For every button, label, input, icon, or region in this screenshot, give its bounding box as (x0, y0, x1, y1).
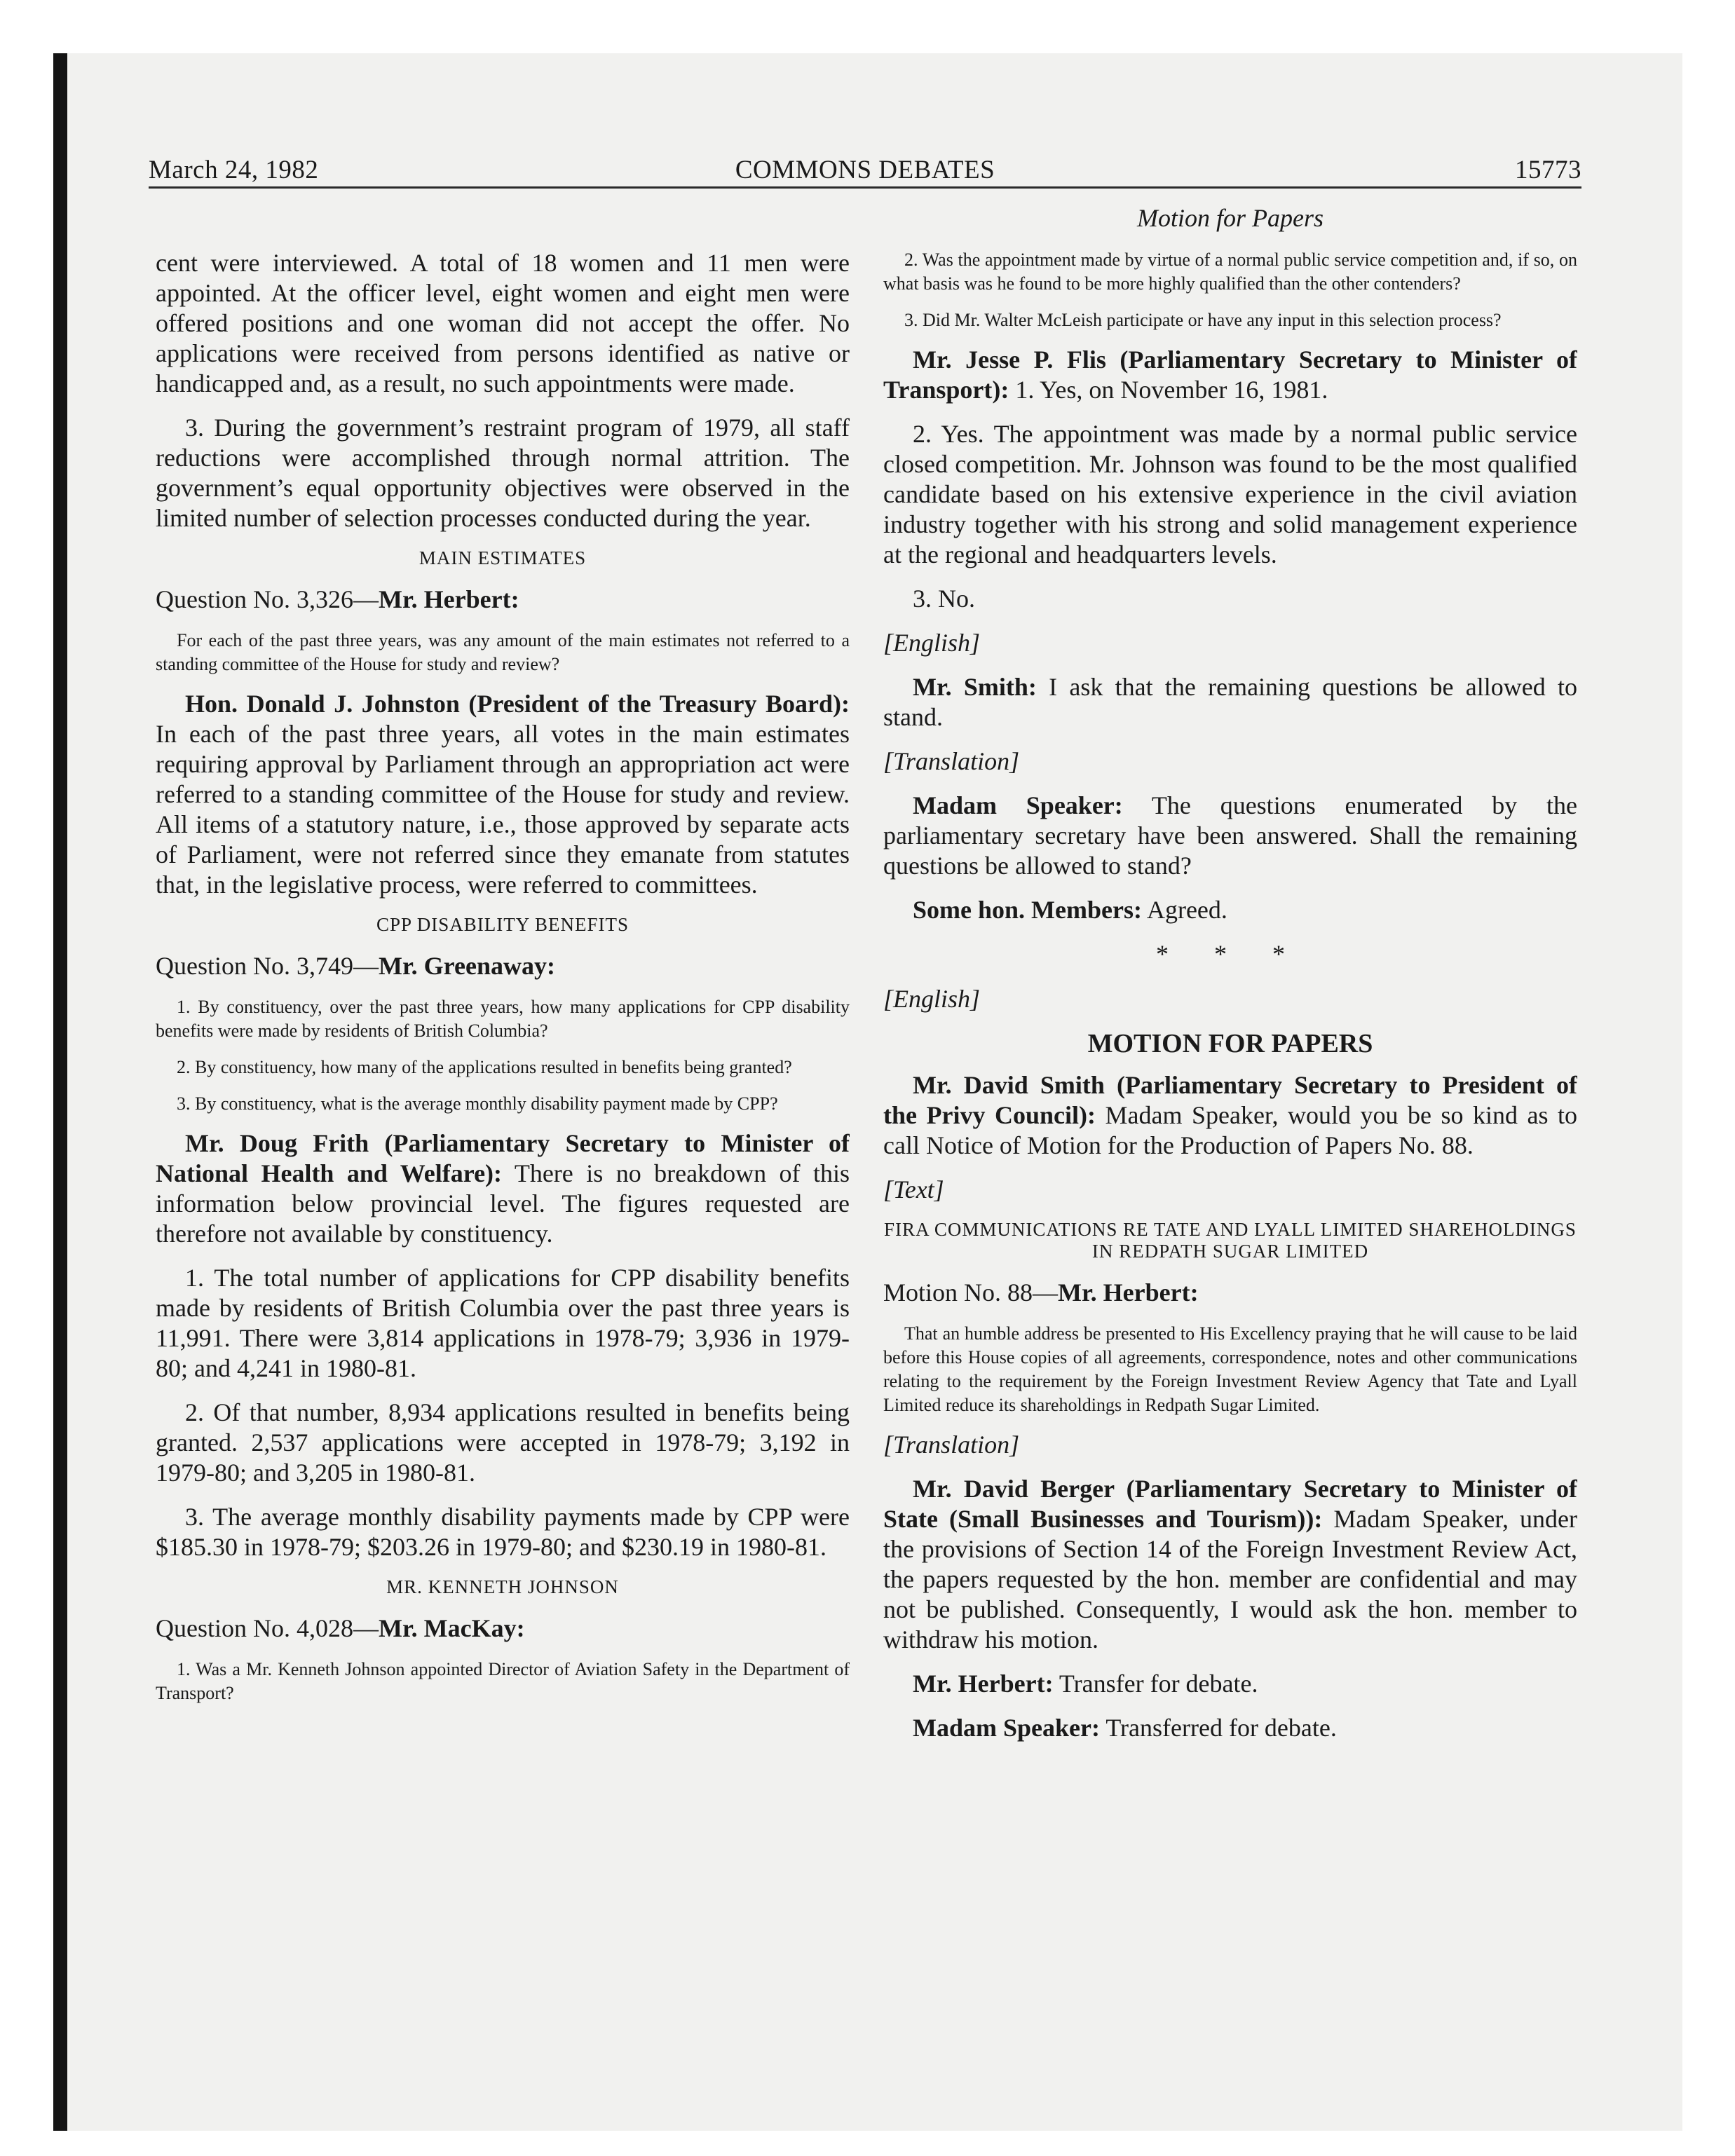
speech-paragraph (883, 672, 1577, 732)
running-head: Motion for Papers (1137, 204, 1324, 232)
question-item: 1. Was a Mr. Kenneth Johnson appointed Director of Aviation Safety in the Department of Transport? (156, 1659, 850, 1703)
header-date: March 24, 1982 (149, 156, 319, 184)
answer-item: 1. The total number of applications for CPP disability benefits made by residents of British Columbia over the past three years is 11,991. There were 3,814 applications in 1978-79; 3,936 in 1979-80; and 4,241 in 1980-81. (156, 1264, 850, 1382)
question-number: Question No. 4,028— (156, 1614, 379, 1642)
answer-paragraph (156, 689, 850, 900)
language-tag: [English] (883, 985, 981, 1013)
answer-item: 2. Yes. The appointment was made by a normal public service closed competition. Mr. Johnson was found to be the most qualified candidate based on his extensive experience in the civil aviation industry together with his strong and solid management experience at the regional and headquarters levels. (883, 420, 1577, 568)
speech-text: 1. Yes, on November 16, 1981. (1009, 376, 1328, 404)
question-line (156, 585, 850, 615)
speech-paragraph (883, 1070, 1577, 1161)
speech-text: There is no breakdown of this information below provincial level. The figures requested are therefore not available by constituency. (156, 1159, 850, 1248)
speaker-name: Mr. David Berger (Parliamentary Secretary to Minister of State (Small Businesses and Tourism)): (883, 1475, 1577, 1533)
page-header (149, 146, 1581, 185)
speech-paragraph (883, 895, 1577, 925)
answer-paragraph (883, 345, 1577, 405)
speech-text: In each of the past three years, all votes in the main estimates requiring approval by Parliament through an appropriation act were referred to a standing committee of the House for study and review. All items of a statutory nature, i.e., those approved by separate acts of Parliament, were not referred since they emanate from statutes that, in the legislative process, were referred to committees. (156, 720, 850, 899)
header-rule (149, 186, 1581, 189)
speaker-name: Mr. Jesse P. Flis (Parliamentary Secretary to Minister of Transport): (883, 346, 1577, 404)
member-name: Mr. MacKay: (379, 1614, 525, 1642)
section-heading: MAIN ESTIMATES (419, 547, 587, 568)
question-item: 3. Did Mr. Walter McLeish participate or have any input in this selection process? (904, 310, 1502, 330)
speaker-name: Hon. Donald J. Johnston (President of the Treasury Board): (185, 690, 850, 718)
header-page-number: 15773 (1515, 156, 1581, 184)
motion-text: That an humble address be presented to His Excellency praying that he will cause to be laid before this House copies of all agreements, correspondence, notes and other communications relating to the requirement by the Foreign Investment Review Agency that Tate and Lyall Limited reduce its shareholdings in Redpath Sugar Limited. (883, 1323, 1577, 1415)
speaker-name: Mr. Doug Frith (Parliamentary Secretary to Minister of National Health and Welfare): (156, 1129, 850, 1187)
language-tag: [Translation] (883, 747, 1020, 775)
question-number: Question No. 3,326— (156, 585, 379, 613)
speaker-name: Madam Speaker: (913, 1714, 1100, 1742)
speech-text: The questions enumerated by the parliamentary secretary have been answered. Shall the remaining questions be allowed to stand? (883, 791, 1577, 880)
language-tag: [Translation] (883, 1431, 1020, 1459)
speech-text: Madam Speaker, under the provisions of Section 14 of the Foreign Investment Review Act, the papers requested by the hon. member are confidential and may not be published. Consequently, I would ask the hon. member to withdraw his motion. (883, 1505, 1577, 1653)
member-name: Mr. Herbert: (1058, 1278, 1199, 1306)
speech-text: I ask that the remaining questions be allowed to stand. (883, 673, 1577, 731)
answer-item: 3. No. (913, 585, 975, 613)
section-heading: CPP DISABILITY BENEFITS (376, 914, 630, 935)
answer-paragraph (156, 1128, 850, 1249)
member-name: Mr. Greenaway: (379, 952, 555, 980)
speech-paragraph (883, 1669, 1577, 1699)
language-tag: [English] (883, 629, 981, 657)
question-line (156, 1613, 850, 1644)
speaker-name: Mr. Smith: (913, 673, 1037, 701)
speech-paragraph (883, 1713, 1577, 1743)
speaker-name: Mr. David Smith (Parliamentary Secretary to President of the Privy Council): (883, 1071, 1577, 1129)
language-tag: [Text] (883, 1175, 944, 1203)
question-text: For each of the past three years, was any amount of the main estimates not referred to a standing committee of the House for study and review? (156, 630, 850, 674)
question-item: 3. By constituency, what is the average monthly disability payment made by CPP? (177, 1093, 778, 1114)
section-heading: MR. KENNETH JOHNSON (386, 1576, 619, 1597)
question-number: Question No. 3,749— (156, 952, 379, 980)
right-column (883, 203, 1577, 2110)
motion-line (883, 1278, 1577, 1308)
binding-edge (53, 53, 67, 2131)
section-heading: FIRA COMMUNICATIONS RE TATE AND LYALL LIMITED SHAREHOLDINGS IN REDPATH SUGAR LIMITED (884, 1219, 1577, 1262)
header-title: COMMONS DEBATES (735, 156, 995, 184)
paragraph: 3. During the government’s restraint program of 1979, all staff reductions were accomplished through normal attrition. The government’s equal opportunity objectives were observed in the limited number of selection processes conducted during the year. (156, 414, 850, 532)
paragraph: cent were interviewed. A total of 18 women and 11 men were appointed. At the officer level, eight women and eight men were offered positions and one woman did not accept the offer. No applications were received from persons identified as native or handicapped and, as a result, no such appointments were made. (156, 249, 850, 397)
section-title: MOTION FOR PAPERS (1087, 1029, 1373, 1058)
speech-paragraph (883, 1474, 1577, 1655)
speaker-name: Madam Speaker: (913, 791, 1123, 819)
question-item: 2. Was the appointment made by virtue of a normal public service competition and, if so, on what basis was he found to be more highly qualified than the other contenders? (883, 250, 1577, 294)
speech-text: Madam Speaker, would you be so kind as to call Notice of Motion for the Production of Papers No. 88. (883, 1101, 1577, 1159)
speaker-name: Mr. Herbert: (913, 1670, 1054, 1698)
speech-text: Transferred for debate. (1099, 1714, 1337, 1742)
question-item: 2. By constituency, how many of the applications resulted in benefits being granted? (177, 1057, 792, 1077)
member-name: Mr. Herbert: (379, 585, 519, 613)
speech-paragraph (883, 791, 1577, 881)
speech-text: Agreed. (1141, 896, 1227, 924)
section-separator: * * * (1156, 940, 1305, 968)
question-item: 1. By constituency, over the past three years, how many applications for CPP disability benefits were made by residents of British Columbia? (156, 997, 850, 1041)
question-line (156, 951, 850, 981)
left-column (156, 203, 850, 2155)
motion-number: Motion No. 88— (883, 1278, 1059, 1306)
answer-item: 2. Of that number, 8,934 applications resulted in benefits being granted. 2,537 applications were accepted in 1978-79; 3,192 in 1979-80; and 3,205 in 1980-81. (156, 1398, 850, 1487)
answer-item: 3. The average monthly disability payments made by CPP were $185.30 in 1978-79; $203.26 in 1979-80; and $230.19 in 1980-81. (156, 1503, 850, 1561)
speech-text: Transfer for debate. (1053, 1670, 1258, 1698)
speaker-name: Some hon. Members: (913, 896, 1142, 924)
